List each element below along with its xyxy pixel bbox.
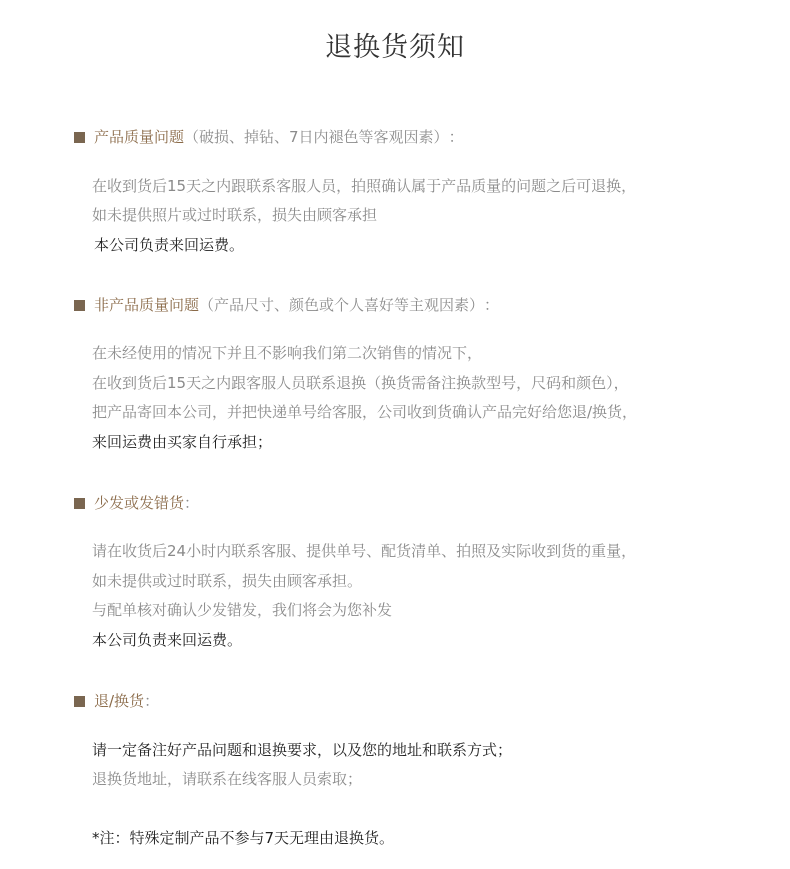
bullet-square-icon: [74, 696, 85, 707]
section-colon: ：: [184, 494, 200, 512]
section-line-emphasis: 来回运费由买家自行承担；: [92, 433, 273, 451]
section-note: （破损、掉钻、7日内褪色等客观因素）: [184, 128, 449, 146]
section-colon: ：: [144, 692, 160, 710]
section-heading-return-exchange: [74, 691, 159, 711]
section-line-emphasis: 本公司负责来回运费。: [94, 236, 245, 254]
section-title: 退/换货: [94, 692, 145, 710]
bullet-square-icon: [74, 132, 85, 143]
section-line: 把产品寄回本公司，并把快递单号给客服，公司收到货确认产品完好给您退/换货，: [92, 403, 638, 421]
section-line: 在收到货后15天之内跟客服人员联系退换（换货需备注换款型号，尺码和颜色），: [92, 374, 629, 392]
section-heading-missing-wrong: [74, 493, 199, 513]
section-title: 产品质量问题: [94, 128, 185, 146]
section-heading-quality: [74, 127, 464, 147]
section-title: 少发或发错货: [94, 494, 185, 512]
section-line: 如未提供照片或过时联系，损失由顾客承担: [92, 206, 378, 224]
section-line-emphasis: 请一定备注好产品问题和退换要求，以及您的地址和联系方式；: [92, 741, 513, 759]
section-colon: ：: [448, 128, 464, 146]
section-colon: ：: [484, 296, 500, 314]
section-line-emphasis: 本公司负责来回运费。: [92, 631, 243, 649]
bullet-square-icon: [74, 498, 85, 509]
section-title: 非产品质量问题: [94, 296, 200, 314]
page-title: 退换货须知: [325, 32, 465, 63]
special-note: *注：特殊定制产品不参与7天无理由退换货。: [92, 829, 395, 847]
section-line: 请在收货后24小时内联系客服、提供单号、配货清单、拍照及实际收到货的重量，: [92, 542, 637, 560]
section-line: 与配单核对确认少发错发，我们将会为您补发: [92, 601, 393, 619]
section-line: 在未经使用的情况下并且不影响我们第二次销售的情况下，: [92, 344, 483, 362]
section-line: 在收到货后15天之内跟联系客服人员，拍照确认属于产品质量的问题之后可退换，: [92, 177, 637, 195]
bullet-square-icon: [74, 300, 85, 311]
section-line: 如未提供或过时联系，损失由顾客承担。: [92, 572, 363, 590]
section-line: 退换货地址，请联系在线客服人员索取；: [92, 770, 363, 788]
section-note: （产品尺寸、颜色或个人喜好等主观因素）: [199, 296, 485, 314]
section-heading-non-quality: [74, 295, 499, 315]
